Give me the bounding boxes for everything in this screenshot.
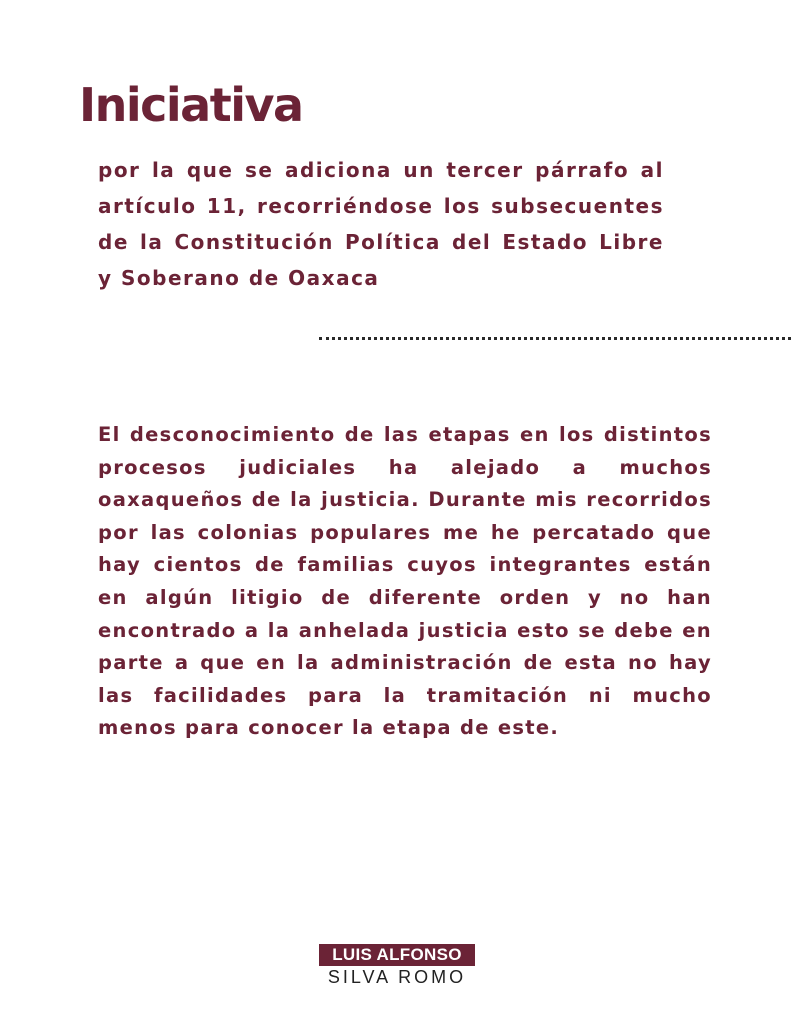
logo-surname-line: SILVA ROMO: [327, 967, 467, 987]
dotted-divider: [319, 337, 791, 340]
document-subtitle: por la que se adiciona un tercer párrafo al artículo 11, recorriéndose los subsecuentes de la Constitución Política del Estado Libre y Soberano de Oaxaca: [98, 158, 664, 290]
logo-name-line: LUIS ALFONSO: [319, 944, 475, 966]
page-title: Iniciativa: [79, 78, 303, 132]
body-paragraph: El desconocimiento de las etapas en los distintos procesos judiciales ha alejado a muchos oaxaqueños de la justicia. Durante mis recorridos por las colonias populares me he percatado que hay cientos de familias cuyos integrantes están en algún litigio de diferente orden y no han encontrado a la anhelada justicia esto se debe en parte a que en la administración de esta no hay las facilidades para la tramitación ni mucho menos para conocer la etapa de este.: [98, 423, 712, 740]
author-logo: [319, 944, 475, 988]
